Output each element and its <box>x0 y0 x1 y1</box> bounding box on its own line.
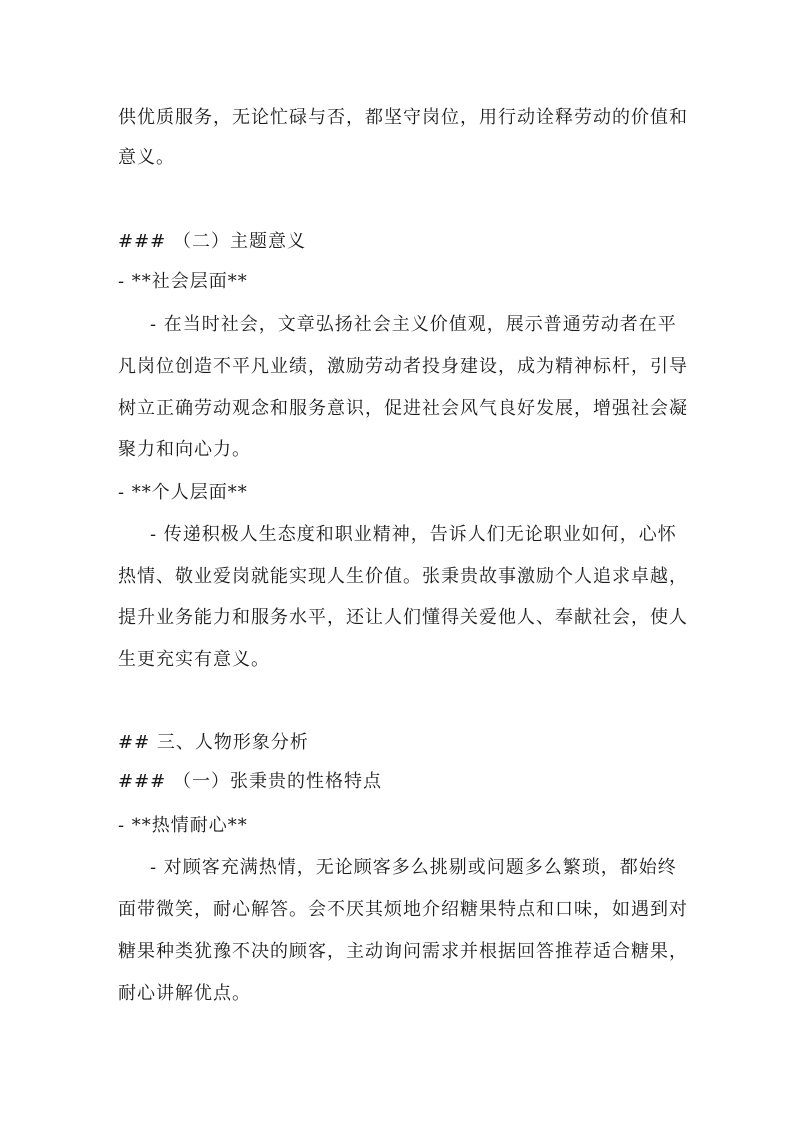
paragraph-line: - 传递积极人生态度和职业精神，告诉人们无论职业如何，心怀 <box>150 524 677 545</box>
paragraph-line: 树立正确劳动观念和服务意识，促进社会风气良好发展，增强社会凝 <box>118 398 688 419</box>
paragraph-line: 面带微笑，耐心解答。会不厌其烦地介绍糖果特点和口味，如遇到对 <box>118 899 688 920</box>
paragraph-line: 生更充实有意义。 <box>118 649 270 670</box>
section-heading: ### （一）张秉贵的性格特点 <box>118 771 382 792</box>
section-heading: ## 三、人物形象分析 <box>118 732 309 753</box>
list-item-heading: - **社会层面** <box>118 271 248 292</box>
paragraph-line: 意义。 <box>118 147 175 168</box>
paragraph-line: 凡岗位创造不平凡业绩，激励劳动者投身建设，成为精神标杆，引导 <box>118 356 688 377</box>
list-item-heading: - **热情耐心** <box>118 815 248 836</box>
section-heading: ### （二）主题意义 <box>118 231 306 252</box>
paragraph-line: 聚力和向心力。 <box>118 439 251 460</box>
paragraph-line: 耐心讲解优点。 <box>118 983 251 1004</box>
paragraph-line: 供优质服务，无论忙碌与否，都坚守岗位，用行动诠释劳动的价值和 <box>118 107 688 128</box>
paragraph-line: 提升业务能力和服务水平，还让人们懂得关爱他人、奉献社会，使人 <box>118 607 688 628</box>
paragraph-line: 热情、敬业爱岗就能实现人生价值。张秉贵故事激励个人追求卓越， <box>118 566 688 587</box>
paragraph-line: - 对顾客充满热情，无论顾客多么挑剔或问题多么繁琐，都始终 <box>150 857 677 878</box>
list-item-heading: - **个人层面** <box>118 482 248 503</box>
paragraph-line: - 在当时社会，文章弘扬社会主义价值观，展示普通劳动者在平 <box>150 314 677 335</box>
paragraph-line: 糖果种类犹豫不决的顾客，主动询问需求并根据回答推荐适合糖果， <box>118 941 688 962</box>
